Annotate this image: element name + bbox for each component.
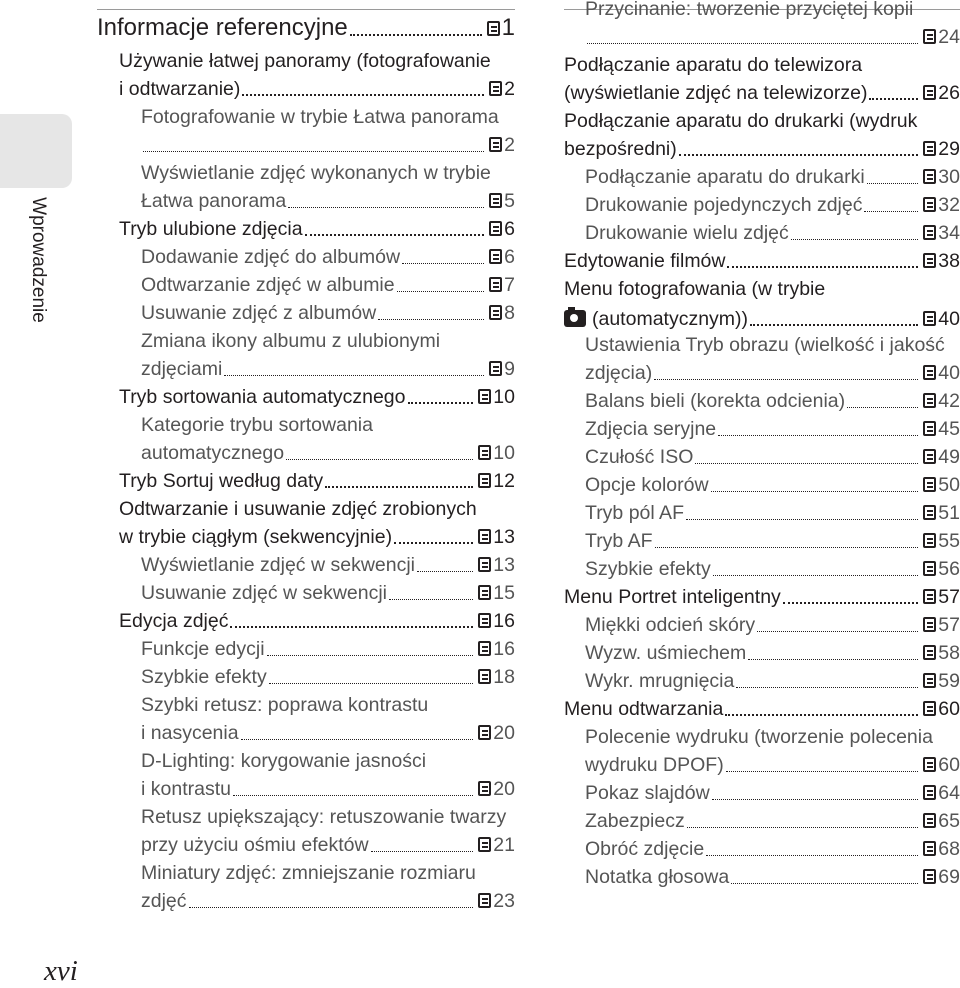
dot-leader [242,94,484,96]
dot-leader [233,795,473,796]
section-tab-label: Wprowadzenie [28,197,49,323]
reference-section-icon [478,725,491,740]
dot-leader [748,659,918,660]
dot-leader [286,459,473,460]
reference-section-icon [478,893,491,908]
page-ref-number: 40 [938,362,960,384]
toc-entry-title: Szybkie efekty [585,558,711,580]
toc-entry-page [923,784,960,804]
dot-leader [189,907,474,908]
page-ref-number: 10 [493,386,515,408]
dot-leader [241,739,474,740]
toc-entry-page [489,276,515,296]
toc-entry-page [489,220,515,240]
toc-entry-title: Szybkie efekty [141,666,267,688]
toc-entry-title: Tryb ulubione zdjęcia [119,218,303,240]
reference-section-icon [923,311,936,326]
toc-entry-page [478,584,515,604]
dot-leader [417,571,473,572]
toc-entry-title: przy użyciu ośmiu efektów [141,834,369,856]
dot-leader [847,407,918,408]
top-rule-left [97,9,515,10]
dot-leader [731,883,918,884]
reference-section-icon [478,529,491,544]
reference-section-icon [478,445,491,460]
dot-leader [325,486,473,488]
toc-entry-title: wydruku DPOF) [585,754,724,776]
page-ref-number: 23 [493,890,515,912]
toc-entry-title: Łatwa panorama [141,190,287,212]
page-ref-number: 6 [504,218,515,240]
toc-entry-title-line: Polecenie wydruku (tworzenie polecenia [585,726,933,748]
dot-leader [679,154,919,156]
page-ref-number: 26 [938,82,960,104]
page-ref-number: 16 [493,610,515,632]
toc-entry-title: Menu Portret inteligentny [564,586,781,608]
toc-entry-page [923,560,960,580]
toc-entry-title: Odtwarzanie zdjęć w albumie [141,274,395,296]
toc-entry-page [478,640,515,660]
reference-section-icon [923,29,936,44]
toc-entry-page [923,168,960,188]
page-ref-number: 57 [938,614,960,636]
reference-section-icon [923,197,936,212]
page-ref-number: 9 [504,358,515,380]
camera-auto-mode-icon [564,310,586,327]
reference-section-icon [923,701,936,716]
toc-entry-title: Notatka głosowa [585,866,730,888]
dot-leader [706,855,918,856]
toc-entry-title: automatycznego [141,442,285,464]
reference-section-icon [923,477,936,492]
toc-entry-page [923,84,960,104]
reference-section-icon [478,669,491,684]
toc-entry-title-line: D-Lighting: korygowanie jasności [141,750,427,772]
page-ref-number: 10 [493,442,515,464]
page-ref-number: 55 [938,530,960,552]
toc-entry-title: Wyświetlanie zdjęć w sekwencji [141,554,415,576]
toc-entry-page [478,836,515,856]
toc-entry-page [478,388,515,408]
toc-entry-title: Drukowanie wielu zdjęć [585,222,789,244]
dot-leader [350,34,482,36]
reference-section-icon [478,641,491,656]
toc-entry-title-line: Retusz upiększający: retuszowanie twarzy [141,806,507,828]
toc-entry-page [478,780,515,800]
reference-section-icon [489,221,502,236]
reference-section-icon [923,449,936,464]
toc-entry-title: Wykr. mrugnięcia [585,670,735,692]
page-ref-number: 32 [938,194,960,216]
dot-leader [783,602,919,604]
page-ref-number: 20 [493,722,515,744]
toc-entry-title-line: Używanie łatwej panoramy (fotografowanie [119,50,491,72]
reference-section-icon [489,361,502,376]
toc-entry-page [923,28,960,48]
dot-leader [269,683,474,684]
page-ref-number: 18 [493,666,515,688]
dot-leader [736,687,918,688]
dot-leader [727,266,918,268]
toc-entry-page [923,868,960,888]
dot-leader [687,827,919,828]
toc-entry-page [489,192,515,212]
dot-leader [757,631,918,632]
toc-entry-page [478,892,515,912]
dot-leader [864,211,918,212]
dot-leader [224,375,484,376]
toc-entry-page [923,224,960,244]
toc-entry-title: Podłączanie aparatu do drukarki [585,166,865,188]
reference-section-icon [923,533,936,548]
dot-leader [686,519,918,520]
page-ref-number: 8 [504,302,515,324]
toc-entry-title: Funkcje edycji [141,638,265,660]
page-number: xvi [44,955,78,987]
toc-entry-page [478,556,515,576]
reference-section-icon [923,785,936,800]
section-tab[interactable] [0,114,72,188]
toc-entry-title: Czułość ISO [585,446,694,468]
toc-entry-title: Tryb pól AF [585,502,684,524]
toc-entry-page [923,840,960,860]
page-ref-number: 30 [938,166,960,188]
dot-leader [408,402,474,404]
reference-section-icon [923,673,936,688]
toc-entry-title: Pokaz slajdów [585,782,710,804]
toc-entry-title-line: Miniatury zdjęć: zmniejszanie rozmiaru [141,862,476,884]
toc-entry-title: i kontrastu [141,778,231,800]
page-ref-number: 6 [504,246,515,268]
page-ref-number: 45 [938,418,960,440]
page-ref-number: 24 [938,26,960,48]
page-ref-number: 5 [504,190,515,212]
dot-leader [655,547,919,548]
page-ref-number: 65 [938,810,960,832]
reference-section-icon [923,169,936,184]
toc-entry-title: Edytowanie filmów [564,250,726,272]
page-ref-number: 57 [938,586,960,608]
reference-section-icon [489,305,502,320]
reference-section-icon [923,617,936,632]
page-ref-number: 64 [938,782,960,804]
reference-section-icon [923,421,936,436]
toc-entry-title-line: Ustawienia Tryb obrazu (wielkość i jakość [585,334,945,356]
toc-entry-title-line: Odtwarzanie i usuwanie zdjęć zrobionych [119,498,477,520]
page-ref-number: 50 [938,474,960,496]
toc-entry-page [923,756,960,776]
toc-entry-title: Usuwanie zdjęć w sekwencji [141,582,388,604]
dot-leader [791,239,919,240]
toc-entry-title-line: Przycinanie: tworzenie przyciętej kopii [585,0,914,20]
reference-section-icon [487,21,500,36]
toc-entry-title: Wyzw. uśmiechem [585,642,747,664]
dot-leader [389,599,473,600]
reference-section-icon [489,137,502,152]
page-ref-number: 69 [938,866,960,888]
dot-leader [394,542,473,544]
reference-section-icon [478,557,491,572]
toc-entry-title: zdjęć [141,890,187,912]
toc-entry-page [478,724,515,744]
toc-entry-page [923,476,960,496]
page-ref-number: 7 [504,274,515,296]
page-ref-number: 59 [938,670,960,692]
page-ref-number: 15 [493,582,515,604]
reference-section-icon [923,841,936,856]
reference-section-icon [489,193,502,208]
toc-entry-title: Menu odtwarzania [564,698,724,720]
toc-entry-page [923,310,960,330]
dot-leader [587,43,918,44]
reference-section-icon [478,389,491,404]
dot-leader [267,655,474,656]
toc-entry-title: Tryb sortowania automatycznego [119,386,406,408]
dot-leader [718,435,918,436]
dot-leader [726,771,919,772]
dot-leader [695,463,918,464]
toc-entry-title: Balans bieli (korekta odcienia) [585,390,846,412]
reference-section-icon [923,869,936,884]
toc-entry-page [489,360,515,380]
toc-entry-page [487,16,515,40]
toc-entry-page [478,528,515,548]
toc-entry-page [923,700,960,720]
toc-entry-page [923,588,960,608]
page-ref-number: 51 [938,502,960,524]
toc-entry-page [489,248,515,268]
toc-entry-title: Dodawanie zdjęć do albumów [141,246,401,268]
toc-entry-title: Edycja zdjęć [119,610,229,632]
reference-section-icon [478,473,491,488]
reference-section-icon [923,757,936,772]
toc-entry-page [923,812,960,832]
dot-leader [750,324,918,326]
page-ref-number: 34 [938,222,960,244]
page-ref-number: 13 [493,526,515,548]
page-ref-number: 2 [504,78,515,100]
page-ref-number: 21 [493,834,515,856]
reference-section-icon [923,393,936,408]
reference-section-icon [923,505,936,520]
toc-entry-page [923,672,960,692]
toc-entry-title: Miękki odcień skóry [585,614,756,636]
page-ref-number: 20 [493,778,515,800]
page-ref-number: 2 [504,134,515,156]
toc-entry-title: Zdjęcia seryjne [585,418,717,440]
reference-section-icon [478,837,491,852]
toc-entry-title: Informacje referencyjne [97,14,348,41]
page-ref-number: 12 [493,470,515,492]
reference-section-icon [923,645,936,660]
page-ref-number: 60 [938,754,960,776]
dot-leader [397,291,485,292]
toc-entry-title: (automatycznym)) [592,308,749,330]
toc-entry-title: zdjęcia) [585,362,653,384]
toc-entry-title-line: Szybki retusz: poprawa kontrastu [141,694,429,716]
page-ref-number: 38 [938,250,960,272]
dot-leader [288,207,484,208]
toc-entry-title: Drukowanie pojedynczych zdjęć [585,194,863,216]
toc-entry-page [923,448,960,468]
toc-entry-page [923,196,960,216]
dot-leader [867,183,919,184]
dot-leader [712,799,919,800]
toc-entry-page [923,392,960,412]
toc-entry-page [478,612,515,632]
dot-leader [869,98,918,100]
toc-entry-title-line: Podłączanie aparatu do drukarki (wydruk [564,110,918,132]
dot-leader [143,151,484,152]
page-ref-number: 40 [938,308,960,330]
reference-section-icon [489,249,502,264]
page-ref-number: 58 [938,642,960,664]
toc-entry-title: i odtwarzanie) [119,78,241,100]
page-ref-number: 60 [938,698,960,720]
toc-entry-title-line: Fotografowanie w trybie Łatwa panorama [141,106,499,128]
reference-section-icon [489,81,502,96]
page-ref-number: 13 [493,554,515,576]
page-ref-number: 29 [938,138,960,160]
toc-entry-page [489,80,515,100]
toc-entry-title-line: Kategorie trybu sortowania [141,414,373,436]
dot-leader [371,851,474,852]
page-ref-number: 42 [938,390,960,412]
reference-section-icon [923,561,936,576]
toc-entry-title: Usuwanie zdjęć z albumów [141,302,377,324]
toc-entry-page [478,444,515,464]
toc-entry-title: zdjęciami [141,358,223,380]
page-ref-number: 1 [501,14,515,41]
page-ref-number: 56 [938,558,960,580]
reference-section-icon [923,365,936,380]
page-ref-number: 68 [938,838,960,860]
dot-leader [378,319,484,320]
toc-entry-title: Zabezpiecz [585,810,685,832]
toc-entry-page [478,668,515,688]
dot-leader [711,491,919,492]
toc-entry-page [923,532,960,552]
toc-entry-title-line: Podłączanie aparatu do telewizora [564,54,863,76]
dot-leader [402,263,484,264]
toc-entry-page [478,472,515,492]
dot-leader [654,379,918,380]
toc-entry-title-line: Zmiana ikony albumu z ulubionymi [141,330,441,352]
reference-section-icon [923,813,936,828]
toc-entry-title: w trybie ciągłym (sekwencyjnie) [119,526,393,548]
toc-entry-page [923,364,960,384]
toc-entry-title: Obróć zdjęcie [585,838,705,860]
toc-entry-page [923,504,960,524]
toc-entry-title: (wyświetlanie zdjęć na telewizorze) [564,82,868,104]
dot-leader [230,626,473,628]
toc-entry-page [923,252,960,272]
dot-leader [305,234,485,236]
reference-section-icon [923,141,936,156]
toc-entry-title: Opcje kolorów [585,474,709,496]
reference-section-icon [923,85,936,100]
toc-entry-title-line: Wyświetlanie zdjęć wykonanych w trybie [141,162,491,184]
toc-entry-page [923,420,960,440]
toc-entry-page [923,644,960,664]
toc-entry-page [923,616,960,636]
reference-section-icon [489,277,502,292]
reference-section-icon [923,225,936,240]
toc-entry-title: Tryb Sortuj według daty [119,470,324,492]
reference-section-icon [923,253,936,268]
toc-entry-title: Tryb AF [585,530,653,552]
reference-section-icon [478,613,491,628]
toc-entry-title: i nasycenia [141,722,239,744]
page-ref-number: 49 [938,446,960,468]
dot-leader [725,714,918,716]
toc-entry-page [923,140,960,160]
dot-leader [713,575,919,576]
toc-entry-title-line: Menu fotografowania (w trybie [564,278,826,300]
reference-section-icon [478,585,491,600]
toc-entry-page [489,304,515,324]
reference-section-icon [478,781,491,796]
toc-entry-title: bezpośredni) [564,138,677,160]
reference-section-icon [923,589,936,604]
toc-entry-page [489,136,515,156]
page-ref-number: 16 [493,638,515,660]
